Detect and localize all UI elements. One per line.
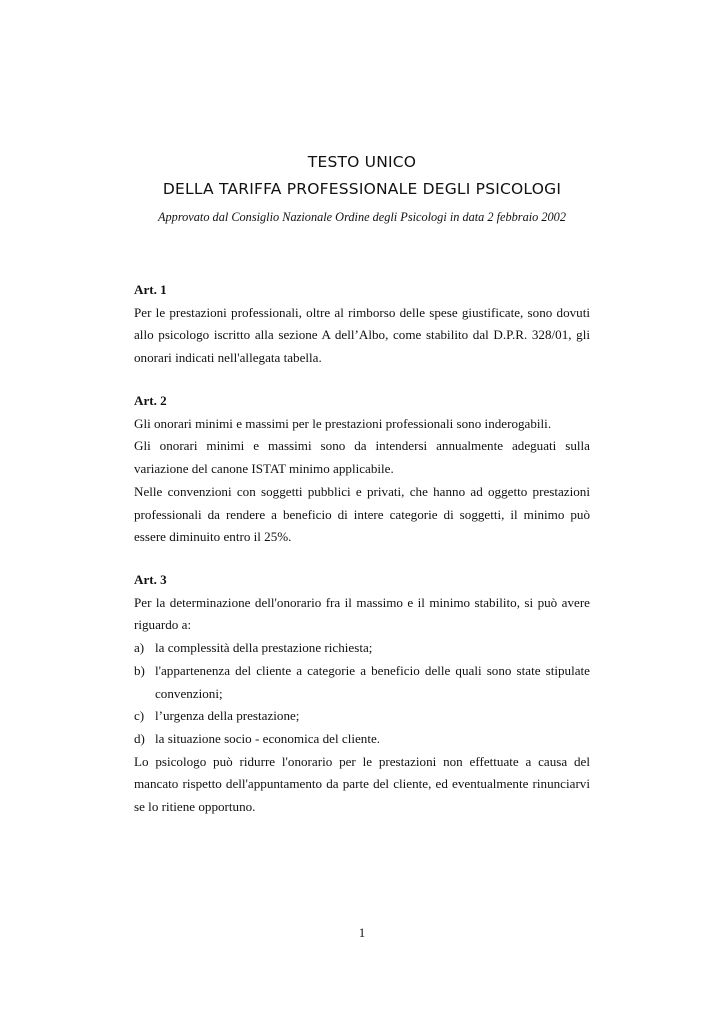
list-item bbox=[134, 637, 590, 660]
article-heading: Art. 3 bbox=[134, 572, 167, 587]
list-marker: d) bbox=[134, 730, 145, 746]
list-item bbox=[134, 705, 590, 728]
page-number: 1 bbox=[358, 925, 366, 940]
list-item-text: la complessità della prestazione richiesta; bbox=[155, 640, 373, 656]
article-2 bbox=[134, 390, 590, 549]
article-heading: Art. 1 bbox=[134, 282, 167, 297]
list-marker: a) bbox=[134, 640, 145, 656]
document-subtitle: Approvato dal Consiglio Nazionale Ordine degli Psicologi in data 2 febbraio 2002 bbox=[158, 210, 566, 224]
article-closing: Lo psicologo può ridurre l'onorario per le prestazioni non effettuate a causa del mancato rispetto dell'appuntamento da parte del cliente, ed eventualmente rinunciarvi se lo ritiene opportuno. bbox=[134, 753, 590, 815]
list-item bbox=[134, 660, 590, 705]
document-title-line2: DELLA TARIFFA PROFESSIONALE DEGLI PSICOLOGI bbox=[162, 180, 562, 198]
list-item-text: l’urgenza della prestazione; bbox=[155, 708, 300, 724]
list-item-text: l'appartenenza del cliente a categorie a beneficio delle quali sono state stipulate convenzioni; bbox=[155, 662, 590, 701]
article-paragraph: Per le prestazioni professionali, oltre al rimborso delle spese giustificate, sono dovuti allo psicologo iscritto alla sezione A dell’Albo, come stabilito dal D.P.R. 328/01, gli onorari indicati nell'allegata tabella. bbox=[134, 304, 590, 366]
article-paragraph: Gli onorari minimi e massimi sono da intendersi annualmente adeguati sulla variazione del canone ISTAT minimo applicabile. bbox=[134, 438, 590, 477]
article-paragraph: Nelle convenzioni con soggetti pubblici e privati, che hanno ad oggetto prestazioni professionali da rendere a beneficio di intere categorie di soggetti, il minimo può essere diminuito entro il 25%. bbox=[134, 483, 590, 545]
article-3 bbox=[134, 569, 590, 819]
list-marker: b) bbox=[134, 662, 145, 678]
list-item bbox=[134, 728, 590, 751]
article-1 bbox=[134, 279, 590, 370]
document-title-line1: TESTO UNICO bbox=[307, 153, 417, 171]
list-marker: c) bbox=[134, 708, 145, 724]
criteria-list bbox=[134, 637, 590, 751]
article-paragraph: Gli onorari minimi e massimi per le prestazioni professionali sono inderogabili. bbox=[134, 415, 552, 431]
list-item-text: la situazione socio - economica del cliente. bbox=[155, 730, 381, 746]
article-heading: Art. 2 bbox=[134, 393, 167, 408]
article-intro: Per la determinazione dell'onorario fra il massimo e il minimo stabilito, si può avere riguardo a: bbox=[134, 594, 590, 633]
